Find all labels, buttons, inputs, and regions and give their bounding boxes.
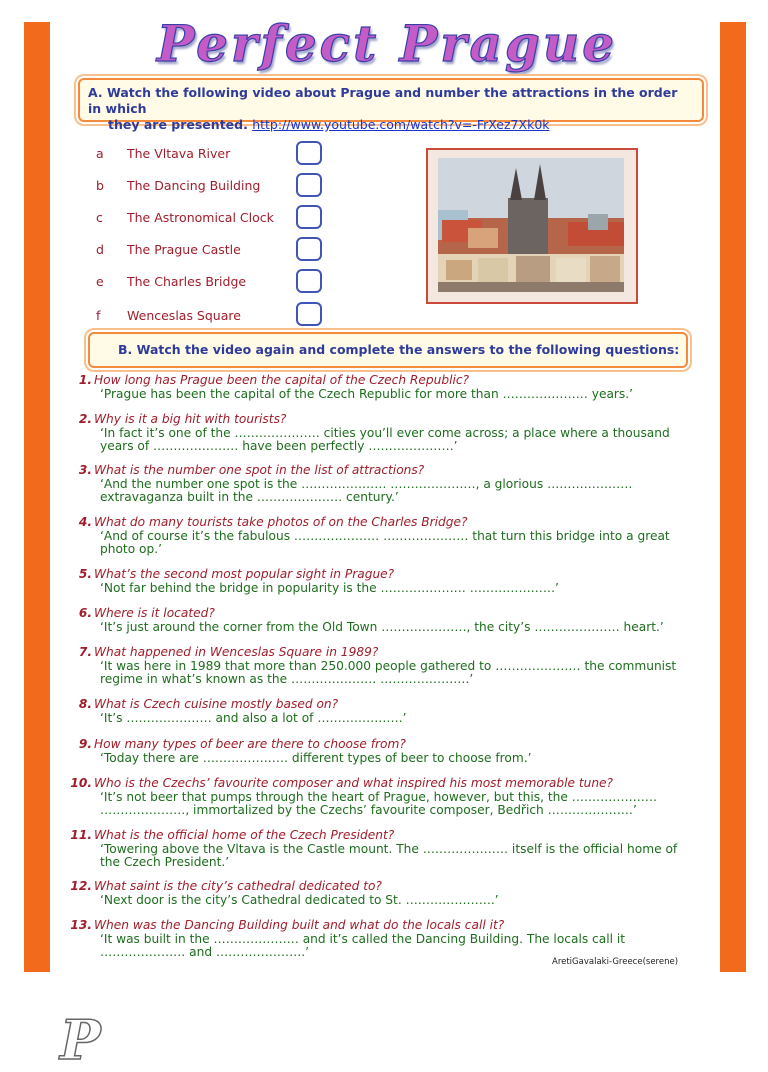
question-text: What is the official home of the Czech President?	[94, 828, 395, 842]
attraction-name: The Vltava River	[127, 146, 231, 161]
question-number: 10.	[70, 776, 92, 790]
question-number: 2.	[78, 412, 92, 426]
answer-text: ‘It was built in the ………………… and it’s called the Dancing Building. The locals call it ………………… and ………………….’	[100, 932, 626, 959]
question-number: 3.	[78, 463, 92, 477]
attraction-item	[96, 178, 260, 198]
question-text: What’s the second most popular sight in Prague?	[94, 567, 395, 581]
question-number: 8.	[78, 697, 92, 711]
answer-checkbox[interactable]	[296, 205, 322, 229]
section-b-instruction: B. Watch the video again and complete the answers to the following questions:	[118, 342, 680, 357]
page-title: Perfect Prague	[156, 14, 618, 73]
attraction-name: The Charles Bridge	[127, 274, 247, 289]
attraction-letter: a	[96, 146, 104, 161]
question-text: Who is the Czechs’ favourite composer and what inspired his most memorable tune?	[94, 776, 614, 790]
author-credit: AretiGavalaki-Greece(serene)	[552, 957, 679, 967]
question-number: 7.	[78, 645, 92, 659]
answer-text: ‘Towering above the Vltava is the Castle mount. The ………………… itself is the official home of the Czech President.’	[100, 842, 678, 869]
question-number: 6.	[78, 606, 92, 620]
question-text: Why is it a big hit with tourists?	[94, 412, 287, 426]
attraction-letter: c	[96, 210, 103, 225]
question-number: 12.	[70, 879, 92, 893]
attraction-name: The Astronomical Clock	[127, 210, 274, 225]
attraction-item	[96, 210, 274, 230]
prague-photo-frame	[426, 148, 638, 304]
answer-text: ‘Not far behind the bridge in popularity is the ………………… …………………’	[100, 581, 559, 595]
section-a-line1: A. Watch the following video about Prague and number the attractions in the order in which	[88, 85, 678, 116]
answer-checkbox[interactable]	[296, 237, 322, 261]
section-a-line2: they are presented.	[108, 117, 248, 132]
question-text: How long has Prague been the capital of the Czech Republic?	[94, 373, 470, 387]
answer-text: ‘It’s ………………… and also a lot of …………………’	[100, 711, 407, 725]
question-text: What happened in Wenceslas Square in 1989?	[94, 645, 379, 659]
question-text: What saint is the city’s cathedral dedicated to?	[94, 879, 382, 893]
answer-text: ‘Prague has been the capital of the Czech Republic for more than ………………… years.’	[100, 387, 634, 401]
answer-text: ‘It’s just around the corner from the Old Town …………………, the city’s ………………… heart.’	[100, 620, 664, 634]
question-number: 1.	[78, 373, 92, 387]
attraction-item	[96, 146, 230, 166]
answer-text: ‘It’s not beer that pumps through the heart of Prague, however, but this, the ………………… …………………, immortalized by the Czechs’ favourite composer, Bedřich …………………’	[100, 790, 658, 817]
right-orange-bar	[720, 22, 746, 972]
answer-checkbox[interactable]	[296, 173, 322, 197]
section-a-instruction-box	[78, 78, 704, 132]
attraction-item	[96, 242, 241, 262]
attraction-item	[96, 308, 241, 328]
attraction-name: The Prague Castle	[127, 242, 241, 257]
attraction-name: Wenceslas Square	[127, 308, 241, 323]
section-b-instruction-box	[88, 332, 688, 368]
attraction-letter: b	[96, 178, 104, 193]
question-text: What is the number one spot in the list of attractions?	[94, 463, 425, 477]
question-text: How many types of beer are there to choose from?	[94, 737, 406, 751]
answer-checkbox[interactable]	[296, 141, 322, 165]
attraction-letter: e	[96, 274, 104, 289]
left-orange-bar	[24, 22, 50, 972]
question-text: What is Czech cuisine mostly based on?	[94, 697, 339, 711]
prague-photo	[438, 158, 624, 292]
attraction-item	[96, 274, 246, 294]
question-text: Where is it located?	[94, 606, 215, 620]
answer-checkbox[interactable]	[296, 302, 322, 326]
question-text: What do many tourists take photos of on the Charles Bridge?	[94, 515, 468, 529]
answer-text: ‘And the number one spot is the ………………… …………………, a glorious ………………… extravaganza built in the ………………… century.’	[100, 477, 633, 504]
question-text: When was the Dancing Building built and what do the locals call it?	[94, 918, 505, 932]
answer-text: ‘Next door is the city’s Cathedral dedicated to St. ………………….’	[100, 893, 499, 907]
question-number: 4.	[78, 515, 92, 529]
next-page-title-fragment: P	[60, 1008, 105, 1072]
attraction-letter: d	[96, 242, 104, 257]
answer-text: ‘Today there are ………………… different types of beer to choose from.’	[100, 751, 532, 765]
attraction-name: The Dancing Building	[127, 178, 261, 193]
attraction-letter: f	[96, 308, 101, 323]
question-number: 5.	[78, 567, 92, 581]
answer-text: ‘In fact it’s one of the ………………… cities you’ll ever come across; a place where a thousand years of ………………… have been perfectly …………………’	[100, 426, 670, 453]
answer-text: ‘And of course it’s the fabulous ………………… ………………… that turn this bridge into a great photo op.’	[100, 529, 670, 556]
answer-checkbox[interactable]	[296, 269, 322, 293]
question-number: 11.	[70, 828, 92, 842]
video-link[interactable]: http://www.youtube.com/watch?v=-FrXez7Xk0k	[252, 117, 550, 132]
question-number: 9.	[78, 737, 92, 751]
answer-text: ‘It was here in 1989 that more than 250.000 people gathered to ………………… the communist regime in what’s known as the ………………… ………………….’	[100, 659, 677, 686]
question-number: 13.	[70, 918, 92, 932]
